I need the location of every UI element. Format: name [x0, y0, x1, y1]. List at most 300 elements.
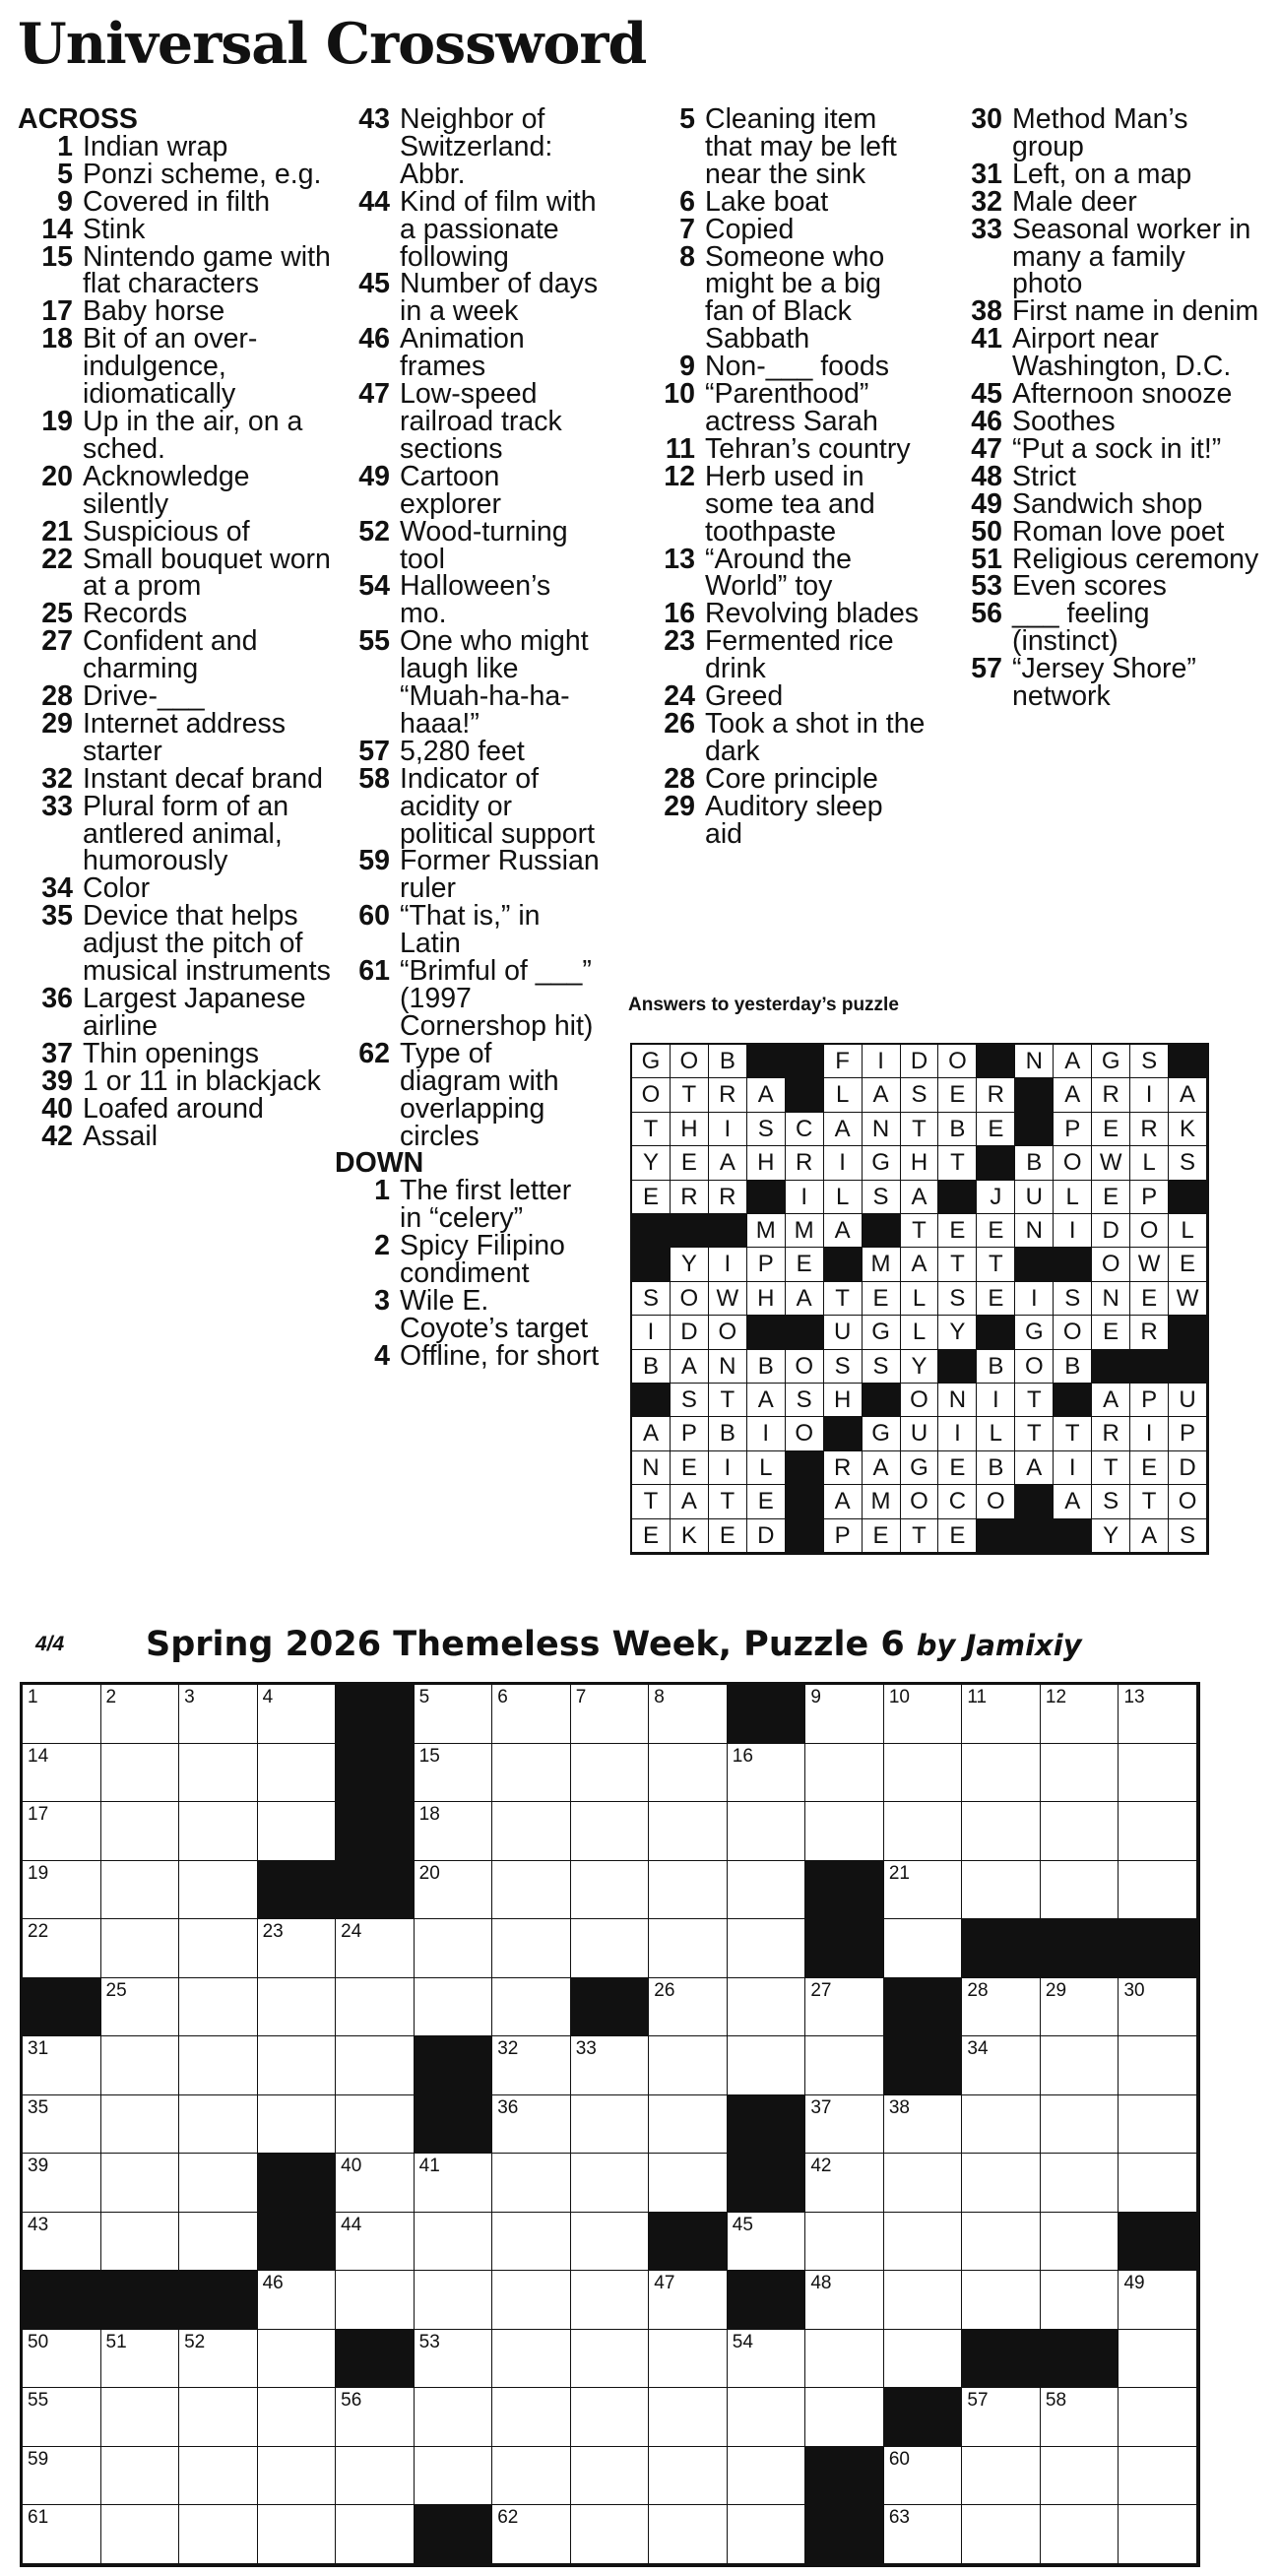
grid-cell[interactable]: [415, 1919, 493, 1978]
grid-cell[interactable]: [23, 2036, 101, 2095]
grid-cell[interactable]: [1041, 1802, 1119, 1861]
grid-cell[interactable]: [884, 2095, 963, 2155]
clue-number: 25: [41, 598, 73, 630]
across-clue: [18, 543, 331, 603]
grid-cell[interactable]: [649, 2505, 728, 2564]
grid-cell[interactable]: [492, 1861, 571, 1920]
grid-cell[interactable]: [1041, 2154, 1119, 2213]
clue-text: Even scores: [1012, 570, 1167, 603]
grid-cell[interactable]: [884, 2213, 963, 2272]
grid-cell[interactable]: [1041, 1744, 1119, 1803]
grid-cell[interactable]: [23, 2447, 101, 2506]
grid-cell[interactable]: [179, 2036, 258, 2095]
clue-text: Number of days in a week: [400, 268, 599, 328]
cell-number: 26: [654, 1979, 675, 2001]
grid-cell[interactable]: [258, 1919, 337, 1978]
grid-cell[interactable]: [571, 1919, 650, 1978]
grid-cell[interactable]: [101, 2505, 180, 2564]
grid-cell[interactable]: [415, 2271, 493, 2330]
clue-number: 45: [358, 268, 390, 300]
grid-cell[interactable]: [258, 1685, 337, 1744]
answer-letter: A: [1054, 1045, 1092, 1078]
answer-letter: O: [901, 1384, 939, 1417]
grid-cell[interactable]: [336, 2388, 415, 2447]
grid-cell[interactable]: [336, 1919, 415, 1978]
grid-cell[interactable]: [492, 2388, 571, 2447]
grid-cell[interactable]: [492, 2505, 571, 2564]
clue-text: Drive-___: [83, 680, 205, 713]
grid-cell[interactable]: [962, 2036, 1041, 2095]
grid-cell[interactable]: [1041, 2447, 1119, 2506]
cell-number: 16: [732, 1745, 753, 1767]
answer-letter: A: [1054, 1078, 1092, 1112]
grid-cell[interactable]: [571, 2271, 650, 2330]
answer-letter: E: [977, 1214, 1015, 1248]
cell-number: 7: [575, 1687, 587, 1707]
grid-cell[interactable]: [1041, 1685, 1119, 1744]
across-clue: [18, 1064, 331, 1097]
grid-cell[interactable]: [179, 2213, 258, 2272]
grid-cell[interactable]: [805, 1744, 884, 1803]
grid-cell[interactable]: [415, 2388, 493, 2447]
grid-cell[interactable]: [492, 2154, 571, 2213]
black-square: [336, 1861, 415, 1920]
grid-cell[interactable]: [336, 2036, 415, 2095]
grid-cell[interactable]: [1041, 2505, 1119, 2564]
grid-cell[interactable]: [649, 2447, 728, 2506]
clue-number: 22: [41, 543, 73, 575]
grid-cell[interactable]: [805, 2330, 884, 2389]
grid-cell[interactable]: [101, 2154, 180, 2213]
grid-cell[interactable]: [336, 1978, 415, 2037]
grid-cell[interactable]: [962, 1685, 1041, 1744]
grid-cell[interactable]: [649, 1744, 728, 1803]
answer-black-square: [632, 1248, 671, 1281]
grid-cell[interactable]: [728, 1744, 806, 1803]
grid-cell[interactable]: [336, 2095, 415, 2155]
answer-letter: C: [938, 1485, 977, 1518]
grid-cell[interactable]: [415, 1861, 493, 1920]
answer-letter: O: [977, 1485, 1015, 1518]
clue-text: “Brimful of ___” (1997 Cornershop hit): [400, 955, 594, 1042]
clue-text: Roman love poet: [1012, 515, 1225, 547]
answer-black-square: [747, 1181, 786, 1214]
grid-cell[interactable]: [23, 2213, 101, 2272]
clue-number: 6: [679, 185, 695, 218]
grid-cell[interactable]: [649, 2388, 728, 2447]
clue-text: Herb used in some tea and toothpaste: [705, 460, 875, 547]
grid-cell[interactable]: [258, 2388, 337, 2447]
answer-letter: S: [824, 1350, 863, 1384]
grid-cell[interactable]: [179, 2505, 258, 2564]
grid-cell[interactable]: [23, 1802, 101, 1861]
grid-cell[interactable]: [884, 1919, 963, 1978]
grid-cell[interactable]: [649, 2036, 728, 2095]
grid-cell[interactable]: [805, 2271, 884, 2330]
answer-letter: O: [1054, 1316, 1092, 1349]
grid-cell[interactable]: [649, 2154, 728, 2213]
cell-number: 39: [28, 2156, 49, 2177]
grid-cell[interactable]: [571, 1685, 650, 1744]
grid-cell[interactable]: [649, 1978, 728, 2037]
grid-cell[interactable]: [23, 2095, 101, 2155]
cell-number: 48: [810, 2273, 832, 2294]
grid-cell[interactable]: [1041, 2095, 1119, 2155]
grid-cell[interactable]: [415, 1802, 493, 1861]
grid-cell[interactable]: [805, 1685, 884, 1744]
grid-cell[interactable]: [571, 2330, 650, 2389]
answer-letter: I: [1054, 1451, 1092, 1485]
grid-cell[interactable]: [805, 2213, 884, 2272]
answer-black-square: [1169, 1350, 1207, 1384]
grid-cell[interactable]: [415, 1744, 493, 1803]
grid-cell[interactable]: [805, 2154, 884, 2213]
grid-cell[interactable]: [258, 2271, 337, 2330]
across-clue: [18, 872, 331, 905]
grid-cell[interactable]: [179, 2388, 258, 2447]
across-clue: [335, 185, 601, 273]
answer-letter: S: [632, 1282, 671, 1316]
clue-number: 5: [57, 158, 73, 190]
answer-letter: L: [1130, 1146, 1169, 1180]
grid-cell[interactable]: [884, 2505, 963, 2564]
grid-cell[interactable]: [258, 1744, 337, 1803]
grid-cell[interactable]: [101, 2036, 180, 2095]
grid-cell[interactable]: [884, 1685, 963, 1744]
grid-cell[interactable]: [649, 2330, 728, 2389]
grid-cell[interactable]: [1119, 2036, 1197, 2095]
grid-cell[interactable]: [962, 2154, 1041, 2213]
answer-letter: T: [1015, 1384, 1054, 1417]
answer-letter: D: [747, 1519, 786, 1553]
grid-cell[interactable]: [415, 2213, 493, 2272]
across-clue: [335, 570, 601, 630]
answer-letter: A: [709, 1146, 747, 1180]
clue-text: Up in the air, on a sched.: [83, 405, 303, 465]
answer-letter: P: [671, 1417, 709, 1450]
grid-cell[interactable]: [805, 2388, 884, 2447]
grid-cell[interactable]: [179, 1861, 258, 1920]
grid-cell[interactable]: [1041, 1978, 1119, 2037]
answer-black-square: [977, 1519, 1015, 1553]
grid-cell[interactable]: [962, 1861, 1041, 1920]
grid-cell[interactable]: [884, 2271, 963, 2330]
grid-cell[interactable]: [101, 2388, 180, 2447]
grid-cell[interactable]: [258, 1802, 337, 1861]
black-square: [805, 2447, 884, 2506]
answer-letter: E: [1130, 1451, 1169, 1485]
grid-cell[interactable]: [415, 2154, 493, 2213]
grid-cell[interactable]: [415, 2447, 493, 2506]
answer-letter: L: [901, 1282, 939, 1316]
grid-cell[interactable]: [101, 2330, 180, 2389]
answer-letter: T: [901, 1519, 939, 1553]
answer-letter: R: [1092, 1078, 1130, 1112]
cell-number: 60: [888, 2448, 910, 2470]
clue-number: 23: [664, 625, 695, 658]
grid-cell[interactable]: [179, 2330, 258, 2389]
grid-cell[interactable]: [23, 2388, 101, 2447]
clue-text: Lake boat: [705, 185, 829, 218]
down-clue: [335, 1175, 601, 1235]
answer-letter: E: [863, 1519, 901, 1553]
grid-cell[interactable]: [492, 1919, 571, 1978]
grid-cell[interactable]: [649, 1861, 728, 1920]
down-clue: [947, 598, 1262, 658]
across-clue: [18, 1120, 331, 1152]
grid-cell[interactable]: [101, 1919, 180, 1978]
grid-cell[interactable]: [23, 1919, 101, 1978]
grid-cell[interactable]: [336, 2154, 415, 2213]
grid-cell[interactable]: [962, 2388, 1041, 2447]
answer-letter: G: [863, 1316, 901, 1349]
answer-letter: E: [938, 1519, 977, 1553]
answer-letter: P: [1054, 1113, 1092, 1146]
grid-cell[interactable]: [805, 1802, 884, 1861]
cell-number: 14: [28, 1745, 49, 1767]
grid-cell[interactable]: [23, 2154, 101, 2213]
grid-cell[interactable]: [179, 1978, 258, 2037]
grid-cell[interactable]: [415, 1978, 493, 2037]
grid-cell[interactable]: [571, 1744, 650, 1803]
grid-cell[interactable]: [336, 2213, 415, 2272]
grid-cell[interactable]: [962, 2447, 1041, 2506]
grid-cell[interactable]: [962, 1744, 1041, 1803]
grid-cell[interactable]: [571, 1802, 650, 1861]
grid-cell[interactable]: [23, 1744, 101, 1803]
grid-cell[interactable]: [1119, 2271, 1197, 2330]
grid-cell[interactable]: [258, 1978, 337, 2037]
grid-cell[interactable]: [258, 2036, 337, 2095]
answer-black-square: [786, 1045, 824, 1078]
clue-text: 1 or 11 in blackjack: [83, 1064, 321, 1097]
clue-number: 10: [664, 378, 695, 411]
down-clue: [640, 625, 926, 685]
grid-cell[interactable]: [1119, 2095, 1197, 2155]
clue-text: Wile E. Coyote’s target: [400, 1284, 589, 1344]
grid-cell[interactable]: [728, 2447, 806, 2506]
answer-letter: A: [671, 1485, 709, 1518]
grid-cell[interactable]: [1041, 1861, 1119, 1920]
grid-cell[interactable]: [492, 2271, 571, 2330]
clue-text: Former Russian ruler: [400, 845, 600, 905]
answer-letter: R: [709, 1181, 747, 1214]
answer-letter: O: [1015, 1350, 1054, 1384]
grid-cell[interactable]: [415, 1685, 493, 1744]
cell-number: 25: [105, 1979, 127, 2001]
answer-black-square: [1054, 1519, 1092, 1553]
grid-cell[interactable]: [571, 2213, 650, 2272]
answer-letter: P: [1130, 1181, 1169, 1214]
clue-text: Fermented rice drink: [705, 625, 894, 685]
grid-cell[interactable]: [258, 2447, 337, 2506]
answer-black-square: [977, 1146, 1015, 1180]
grid-cell[interactable]: [962, 2095, 1041, 2155]
grid-cell[interactable]: [101, 1802, 180, 1861]
grid-cell[interactable]: [1119, 1802, 1197, 1861]
across-clue: [18, 1092, 331, 1125]
grid-cell[interactable]: [1119, 1744, 1197, 1803]
grid-cell[interactable]: [101, 1744, 180, 1803]
clue-text: Suspicious of: [83, 515, 250, 547]
grid-cell[interactable]: [492, 1744, 571, 1803]
grid-cell[interactable]: [571, 2036, 650, 2095]
clue-text: Core principle: [705, 762, 878, 795]
grid-cell[interactable]: [884, 1744, 963, 1803]
grid-cell[interactable]: [101, 2213, 180, 2272]
grid-cell[interactable]: [179, 1802, 258, 1861]
grid-cell[interactable]: [23, 1861, 101, 1920]
grid-cell[interactable]: [492, 2213, 571, 2272]
grid-cell[interactable]: [1119, 2388, 1197, 2447]
grid-cell[interactable]: [492, 2330, 571, 2389]
down-clue: [640, 680, 926, 713]
grid-cell[interactable]: [101, 1978, 180, 2037]
grid-cell[interactable]: [1119, 1978, 1197, 2037]
cell-number: 27: [810, 1979, 832, 2001]
grid-cell[interactable]: [571, 2095, 650, 2155]
grid-cell[interactable]: [492, 2447, 571, 2506]
grid-cell[interactable]: [649, 2271, 728, 2330]
answer-letter: B: [977, 1350, 1015, 1384]
grid-cell[interactable]: [962, 2505, 1041, 2564]
answer-letter: I: [1054, 1214, 1092, 1248]
grid-cell[interactable]: [962, 1802, 1041, 1861]
grid-cell[interactable]: [728, 2036, 806, 2095]
grid-cell[interactable]: [962, 2213, 1041, 2272]
grid-cell[interactable]: [179, 1744, 258, 1803]
grid-cell[interactable]: [1119, 1861, 1197, 1920]
answer-letter: I: [709, 1248, 747, 1281]
answer-letter: P: [1169, 1417, 1207, 1450]
answer-letter: E: [1169, 1248, 1207, 1281]
clue-number: 1: [374, 1175, 390, 1207]
black-square: [336, 1802, 415, 1861]
grid-cell[interactable]: [728, 2213, 806, 2272]
clue-number: 33: [971, 213, 1002, 245]
answer-letter: A: [1130, 1519, 1169, 1553]
grid-cell[interactable]: [884, 2330, 963, 2389]
grid-cell[interactable]: [258, 2330, 337, 2389]
grid-cell[interactable]: [649, 1919, 728, 1978]
grid-cell[interactable]: [101, 1861, 180, 1920]
grid-cell[interactable]: [962, 1978, 1041, 2037]
grid-cell[interactable]: [258, 2505, 337, 2564]
puzzle-title-text: Spring 2026 Themeless Week, Puzzle 6: [146, 1625, 905, 1664]
grid-cell[interactable]: [805, 2036, 884, 2095]
grid-cell[interactable]: [728, 1861, 806, 1920]
clue-text: Method Man’s group: [1012, 103, 1188, 162]
clue-number: 45: [971, 378, 1002, 411]
grid-cell[interactable]: [179, 2447, 258, 2506]
grid-cell[interactable]: [1119, 2505, 1197, 2564]
grid-cell[interactable]: [492, 1802, 571, 1861]
grid-cell[interactable]: [728, 1978, 806, 2037]
grid-cell[interactable]: [1119, 2447, 1197, 2506]
grid-cell[interactable]: [492, 1978, 571, 2037]
grid-cell[interactable]: [728, 2505, 806, 2564]
grid-cell[interactable]: [23, 2505, 101, 2564]
cell-number: 44: [341, 2214, 362, 2235]
grid-cell[interactable]: [1041, 2213, 1119, 2272]
grid-cell[interactable]: [1041, 2388, 1119, 2447]
grid-cell[interactable]: [23, 1685, 101, 1744]
grid-cell[interactable]: [571, 2505, 650, 2564]
grid-cell[interactable]: [728, 2330, 806, 2389]
grid-cell[interactable]: [649, 2095, 728, 2155]
grid-cell[interactable]: [1041, 2036, 1119, 2095]
grid-cell[interactable]: [492, 1685, 571, 1744]
answer-letter: E: [938, 1214, 977, 1248]
down-clue: [640, 543, 926, 603]
grid-cell[interactable]: [571, 2154, 650, 2213]
grid-cell[interactable]: [649, 1802, 728, 1861]
grid-cell[interactable]: [884, 1861, 963, 1920]
grid-cell[interactable]: [179, 1919, 258, 1978]
grid-cell[interactable]: [571, 1861, 650, 1920]
grid-cell[interactable]: [336, 2447, 415, 2506]
grid-cell[interactable]: [805, 2095, 884, 2155]
across-clue: [335, 460, 601, 520]
clue-text: One who might laugh like “Muah-ha-ha-haaa!”: [400, 625, 589, 740]
grid-cell[interactable]: [728, 1802, 806, 1861]
across-header: ACROSS: [18, 103, 138, 135]
grid-cell[interactable]: [258, 2095, 337, 2155]
grid-cell[interactable]: [1119, 2154, 1197, 2213]
down-clue: [947, 487, 1262, 520]
grid-cell[interactable]: [728, 2388, 806, 2447]
grid-cell[interactable]: [179, 1685, 258, 1744]
down-clue: [640, 351, 926, 383]
clue-number: 56: [971, 598, 1002, 630]
grid-cell[interactable]: [23, 2330, 101, 2389]
grid-cell[interactable]: [101, 2095, 180, 2155]
grid-cell[interactable]: [884, 2447, 963, 2506]
answer-black-square: [1169, 1045, 1207, 1078]
grid-cell[interactable]: [571, 2388, 650, 2447]
grid-cell[interactable]: [1119, 2330, 1197, 2389]
answer-letter: L: [1054, 1181, 1092, 1214]
grid-cell[interactable]: [179, 2154, 258, 2213]
grid-cell[interactable]: [179, 2095, 258, 2155]
grid-cell[interactable]: [492, 2095, 571, 2155]
grid-cell[interactable]: [415, 2330, 493, 2389]
answer-black-square: [977, 1316, 1015, 1349]
grid-cell[interactable]: [884, 2154, 963, 2213]
across-clue: [335, 1037, 601, 1152]
grid-cell[interactable]: [101, 1685, 180, 1744]
black-square: [728, 1685, 806, 1744]
answer-letter: A: [1169, 1078, 1207, 1112]
grid-cell[interactable]: [884, 1802, 963, 1861]
grid-cell[interactable]: [492, 2036, 571, 2095]
grid-cell[interactable]: [571, 2447, 650, 2506]
grid-cell[interactable]: [336, 2505, 415, 2564]
across-clue: [18, 762, 331, 795]
grid-cell[interactable]: [336, 2271, 415, 2330]
clue-text: Ponzi scheme, e.g.: [83, 158, 322, 190]
grid-cell[interactable]: [1119, 1685, 1197, 1744]
grid-cell[interactable]: [649, 1685, 728, 1744]
answer-letter: G: [1015, 1316, 1054, 1349]
clue-number: 59: [358, 845, 390, 877]
grid-cell[interactable]: [962, 2271, 1041, 2330]
across-clue: [18, 130, 331, 162]
grid-cell[interactable]: [805, 1978, 884, 2037]
grid-cell[interactable]: [1041, 2271, 1119, 2330]
grid-cell[interactable]: [728, 1919, 806, 1978]
grid-cell[interactable]: [101, 2447, 180, 2506]
